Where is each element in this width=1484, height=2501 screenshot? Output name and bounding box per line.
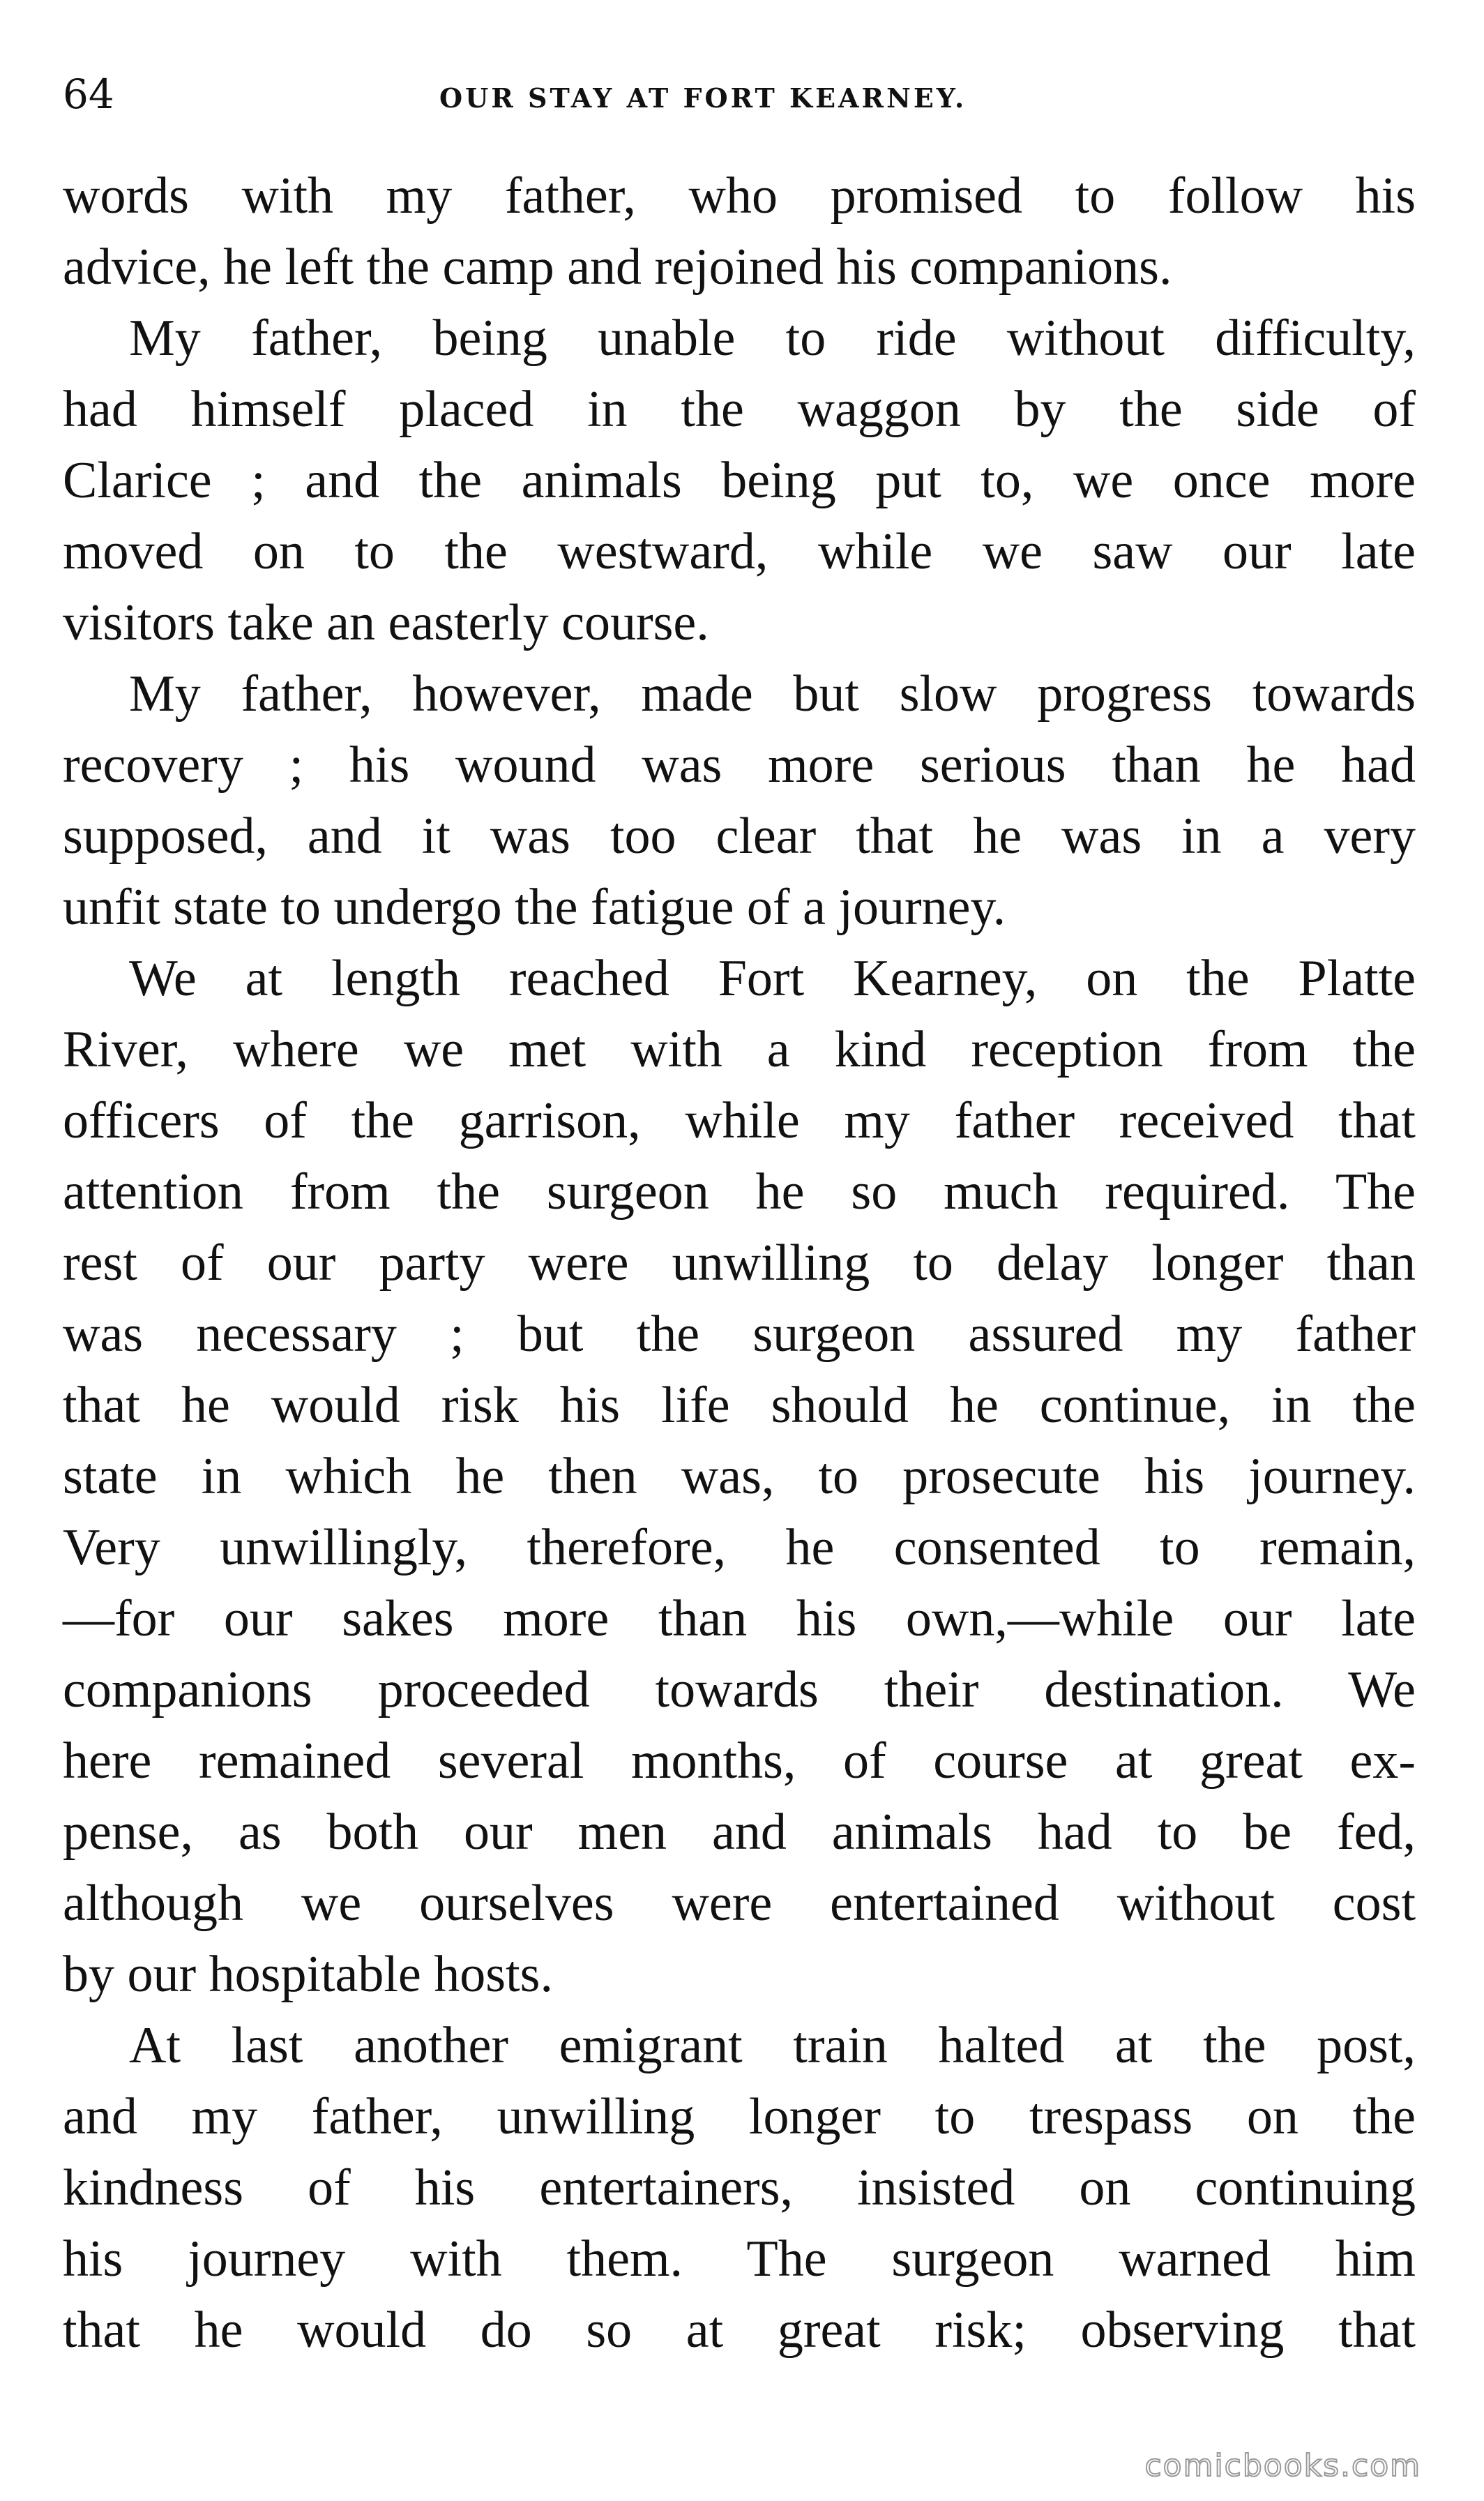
text-line: River, where we met with a kind reception from the [63,1021,1416,1078]
text-line: his journey with them. The surgeon warned him [63,2230,1416,2288]
text-line: recovery ; his wound was more serious than he had [63,736,1416,794]
text-line: officers of the garrison, while my father received that [63,1092,1416,1149]
text-line: My father, being unable to ride without difficulty, [129,310,1416,367]
text-line: Very unwillingly, therefore, he consented to remain, [63,1519,1416,1576]
page-number: 64 [63,70,114,118]
text-line: moved on to the westward, while we saw our late [63,523,1416,580]
text-line: attention from the surgeon he so much required. The [63,1163,1416,1221]
page-header [63,66,1409,122]
text-line: was necessary ; but the surgeon assured my father [63,1306,1416,1363]
text-line: state in which he then was, to prosecute his journey. [63,1448,1416,1505]
text-line: kindness of his entertainers, insisted on continuing [63,2159,1416,2216]
text-line: companions proceeded towards their destination. We [63,1661,1416,1718]
text-line: although we ourselves were entertained without cost [63,1875,1416,1932]
text-line: At last another emigrant train halted at the post, [129,2017,1416,2074]
text-line: had himself placed in the waggon by the side of [63,381,1416,438]
text-line: unfit state to undergo the fatigue of a journey. [63,879,1006,936]
text-line: rest of our party were unwilling to delay longer than [63,1234,1416,1292]
text-line: pense, as both our men and animals had to be fed, [63,1804,1416,1861]
watermark: comicbooks.com [1144,2448,1421,2484]
text-line: by our hospitable hosts. [63,1946,553,2003]
text-line: words with my father, who promised to follow his [63,167,1416,225]
text-line: supposed, and it was too clear that he was in a very [63,808,1416,865]
text-line: that he would risk his life should he continue, in the [63,1377,1416,1434]
text-line: We at length reached Fort Kearney, on the Platte [129,950,1416,1007]
text-line: My father, however, made but slow progress towards [129,665,1416,723]
running-head: OUR STAY AT FORT KEARNEY. [439,82,967,114]
text-line: that he would do so at great risk; observing that [63,2302,1416,2359]
text-line: —for our sakes more than his own,—while our late [63,1590,1416,1647]
text-line: visitors take an easterly course. [63,594,709,651]
text-line: Clarice ; and the animals being put to, we once more [63,452,1416,509]
body-text [63,160,1416,2366]
text-line: advice, he left the camp and rejoined his companions. [63,239,1172,296]
text-line: here remained several months, of course at great ex- [63,1732,1416,1790]
text-line: and my father, unwilling longer to trespass on the [63,2088,1416,2145]
